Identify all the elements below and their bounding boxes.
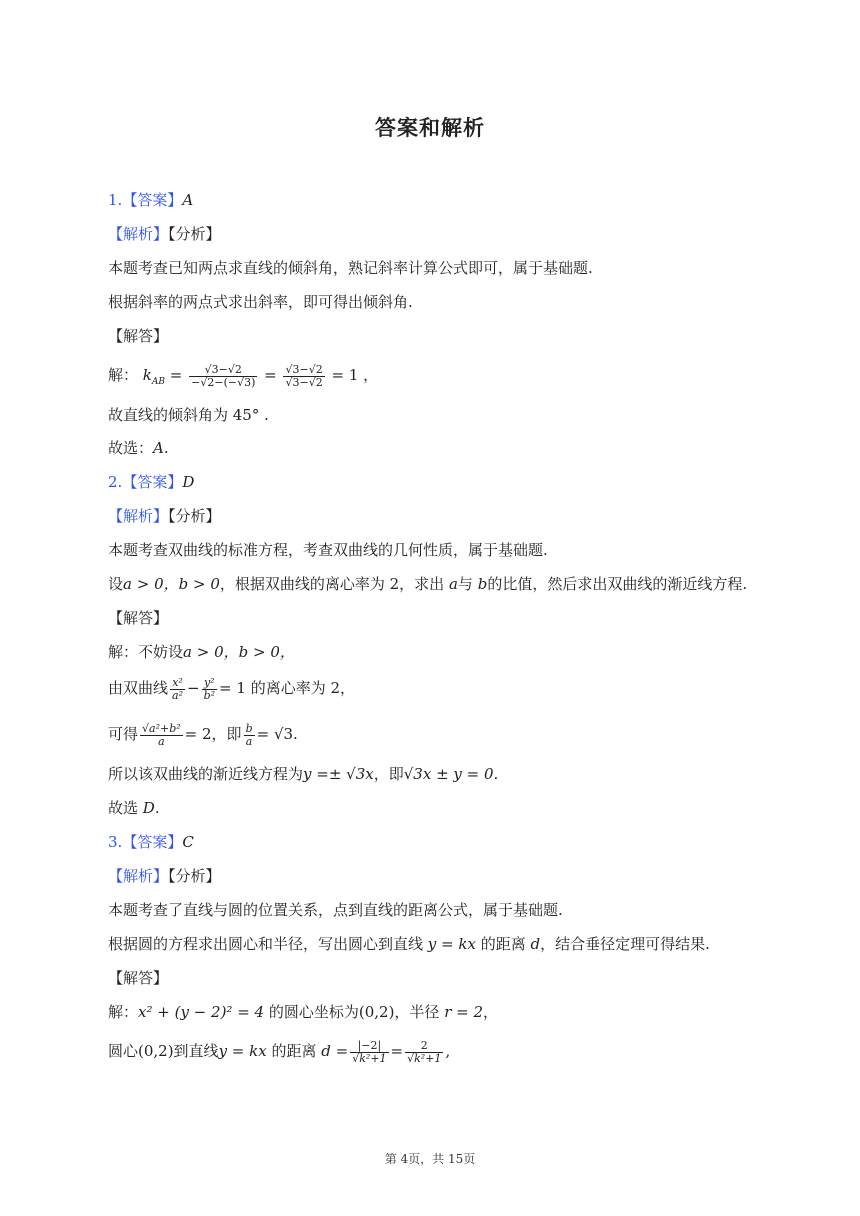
q3-answer-line xyxy=(108,832,194,852)
q2-answer-tag: 【答案】 xyxy=(122,473,183,491)
q1-analysis-2: 根据斜率的两点式求出斜率，即可得出倾斜角. xyxy=(108,293,413,311)
q1-answer-line xyxy=(108,190,193,210)
q1-fraction-2: $\frac{√3-√2}{√3-√2}$ xyxy=(285,362,323,389)
q1-line2: 故直线的倾斜角为 45° . xyxy=(108,406,269,424)
q3-number: 3. xyxy=(108,833,123,851)
q3-answer-tag: 【答案】 xyxy=(122,833,183,851)
q3-analysis-1: 本题考查了直线与圆的位置关系，点到直线的距离公式，属于基础题. xyxy=(108,901,563,919)
q1-answer-tag: 【答案】 xyxy=(122,191,183,209)
q3-solution-2: 圆心(0,2)到直线y = kx 的距离 d = $\frac{|-2|}{\text{√k²+1}}$ = $\frac{2}{\text{√k²+1}}$ , xyxy=(108,1038,451,1065)
q1-sol-end: = 1 ， xyxy=(331,366,379,384)
q2-solution-1: 解：不妨设a > 0，b > 0， xyxy=(108,643,295,661)
q3-solution-1: 解：x² + (y − 2)² = 4 的圆心坐标为(0,2)，半径 r = 2， xyxy=(108,1003,499,1021)
q3-answer: C xyxy=(182,833,194,851)
q2-number: 2. xyxy=(108,473,123,491)
q1-k-label: k xyxy=(142,366,152,384)
q2-solution-2: 由双曲线 $\frac{\text{x²}}{\text{a²}}$ − $\frac{\text{y²}}{\text{b²}}$ = 1 的离心率为 2， xyxy=(108,675,355,702)
q1-number: 1. xyxy=(108,191,123,209)
q2-frac-x: $\frac{\text{x²}}{\text{a²}}$ xyxy=(172,675,183,702)
q3-analysis-2: 根据圆的方程求出圆心和半径，写出圆心到直线 y = kx 的距离 d，结合垂径定理可得结果. xyxy=(108,935,710,953)
q2-frac-sqrt: $\frac{\text{√a²+b²}}{a}$ xyxy=(142,721,181,748)
q1-choice: A xyxy=(153,439,164,457)
q1-fraction-1: $\frac{√3-√2}{-√2-(-√3)}$ xyxy=(191,362,256,389)
q2-answer: D xyxy=(182,473,195,491)
q1-k-sub: AB xyxy=(151,377,166,387)
q1-line3: 故选：A. xyxy=(108,439,169,457)
q3-fenxi-tag: 【分析】 xyxy=(168,867,221,885)
q3-frac-1: $\frac{|-2|}{\text{√k²+1}}$ xyxy=(352,1038,387,1065)
q2-choice: D xyxy=(142,799,155,817)
q2-solution-5: 故选 D. xyxy=(108,799,160,817)
q1-jieda-tag: 【解答】 xyxy=(108,327,169,345)
q2-analysis-2: 设a > 0，b > 0，根据双曲线的离心率为 2，求出 a与 b的比值，然后求出双曲线的渐近线方程. xyxy=(108,575,748,593)
q1-fenxi-tag: 【分析】 xyxy=(168,225,221,243)
q2-frac-y: $\frac{\text{y²}}{\text{b²}}$ xyxy=(203,675,216,702)
q1-answer: A xyxy=(182,191,194,209)
q1-jiexi-tag: 【解析】 xyxy=(108,225,169,243)
q1-sol-prefix: 解： xyxy=(108,366,139,384)
q2-jiexi-tag: 【解析】 xyxy=(108,507,169,525)
q1-jiexi-line xyxy=(108,224,221,244)
q2-solution-3: 可得 $\frac{\text{√a²+b²}}{a}$ = 2，即 $\frac{b}{a}$ = √3. xyxy=(108,721,298,748)
page-footer: 第 4页，共 15页 xyxy=(384,1152,476,1166)
page-title: 答案和解析 xyxy=(375,116,485,140)
q2-analysis-1: 本题考查双曲线的标准方程，考查双曲线的几何性质，属于基础题. xyxy=(108,541,548,559)
q2-fenxi-tag: 【分析】 xyxy=(168,507,221,525)
q2-jieda-tag: 【解答】 xyxy=(108,609,169,627)
q2-answer-line xyxy=(108,472,194,492)
q3-jiexi-line xyxy=(108,866,221,886)
q2-jiexi-line xyxy=(108,506,221,526)
q3-jiexi-tag: 【解析】 xyxy=(108,867,169,885)
q1-solution-line: 解： $k_{AB}$ = $\frac{√3-√2}{-√2-(-√3)}$ = $\frac{√3-√2}{√3-√2}$ = 1 ， xyxy=(108,362,379,389)
q2-solution-4: 所以该双曲线的渐近线方程为y =± √3x，即√3x ± y = 0. xyxy=(108,765,499,783)
q2-frac-ba: $\frac{b}{a}$ xyxy=(245,721,253,748)
q3-jieda-tag: 【解答】 xyxy=(108,969,169,987)
q1-analysis-1: 本题考查已知两点求直线的倾斜角，熟记斜率计算公式即可，属于基础题. xyxy=(108,259,593,277)
q3-frac-2: $\frac{2}{\text{√k²+1}}$ xyxy=(407,1038,442,1065)
